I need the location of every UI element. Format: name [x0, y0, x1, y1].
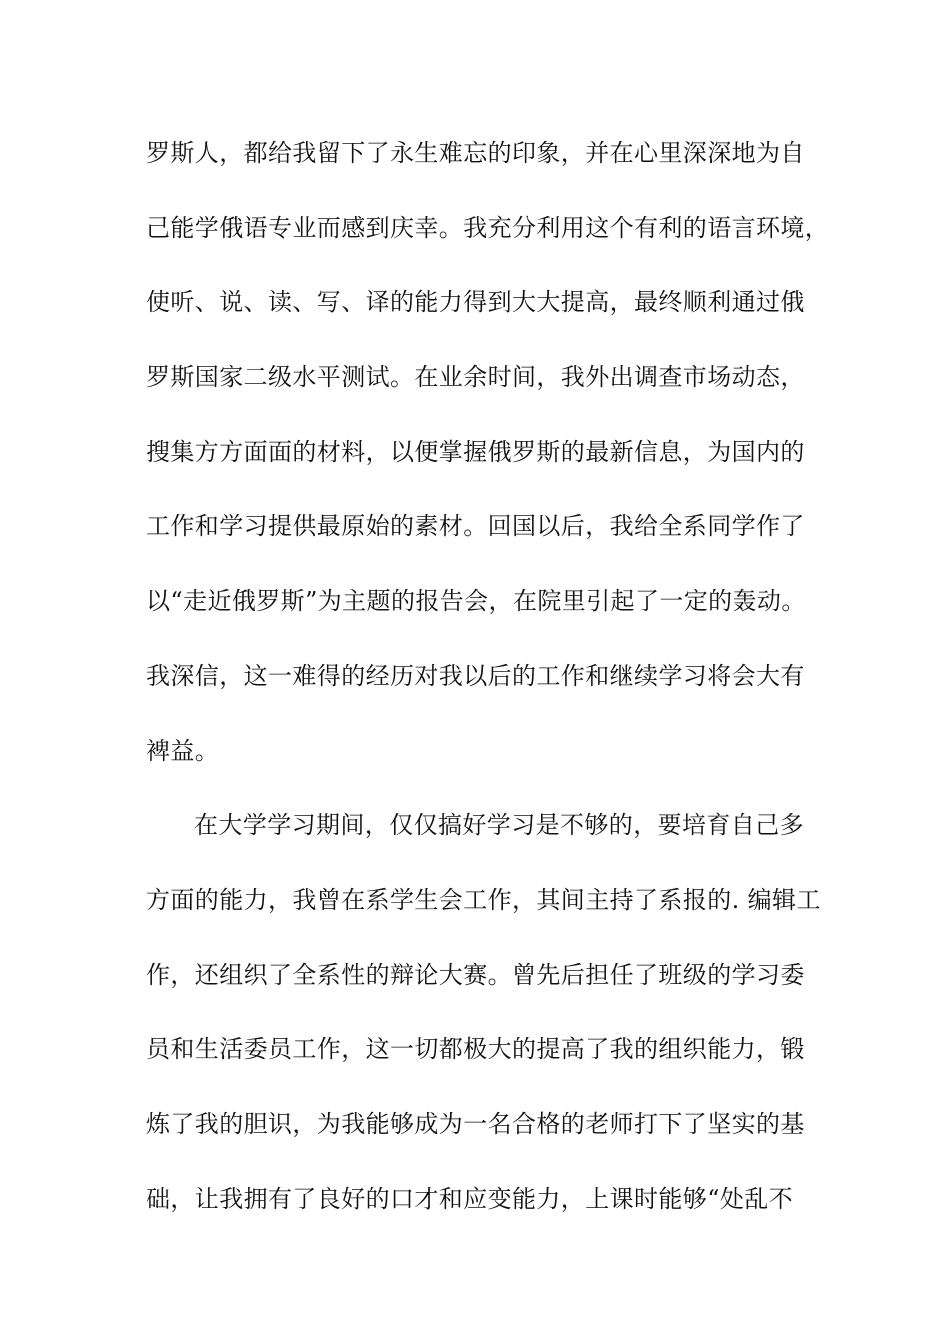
- paragraph-start-line: 在大学学习期间，仅仅搞好学习是不够的，要培育自己多: [194, 811, 804, 840]
- text-line: 罗斯国家二级水平测试。在业余时间，我外出调查市场动态，: [146, 363, 805, 392]
- text-line: 罗斯人，都给我留下了永生难忘的印象，并在心里深深地为自: [146, 139, 805, 167]
- text-line: 己能学俄语专业而感到庆幸。我充分利用这个有利的语言环境，: [146, 213, 830, 242]
- text-line: 员和生活委员工作，这一切都极大的提高了我的组织能力，锻: [146, 1035, 805, 1064]
- text-line: 作，还组织了全系性的辩论大赛。曾先后担任了班级的学习委: [146, 960, 805, 989]
- text-line: 炼了我的胆识，为我能够成为一名合格的老师打下了坚实的基: [146, 1109, 805, 1138]
- text-line: 工作和学习提供最原始的素材。回国以后，我给全系同学作了: [146, 512, 805, 541]
- text-line: 方面的能力，我曾在系学生会工作，其间主持了系报的. 编辑工: [146, 885, 821, 914]
- text-line: 础，让我拥有了良好的口才和应变能力，上课时能够“处乱不: [146, 1184, 794, 1213]
- text-line: 搜集方方面面的材料，以便掌握俄罗斯的最新信息，为国内的: [146, 437, 805, 466]
- text-line: 使听、说、读、写、译的能力得到大大提高，最终顺利通过俄: [146, 288, 805, 317]
- text-line: 以“走近俄罗斯”为主题的报告会，在院里引起了一定的轰动。: [146, 587, 806, 616]
- text-line: 我深信，这一难得的经历对我以后的工作和继续学习将会大有: [146, 661, 805, 690]
- body-text: [146, 130, 830, 1250]
- text-line: 裨益。: [146, 736, 220, 765]
